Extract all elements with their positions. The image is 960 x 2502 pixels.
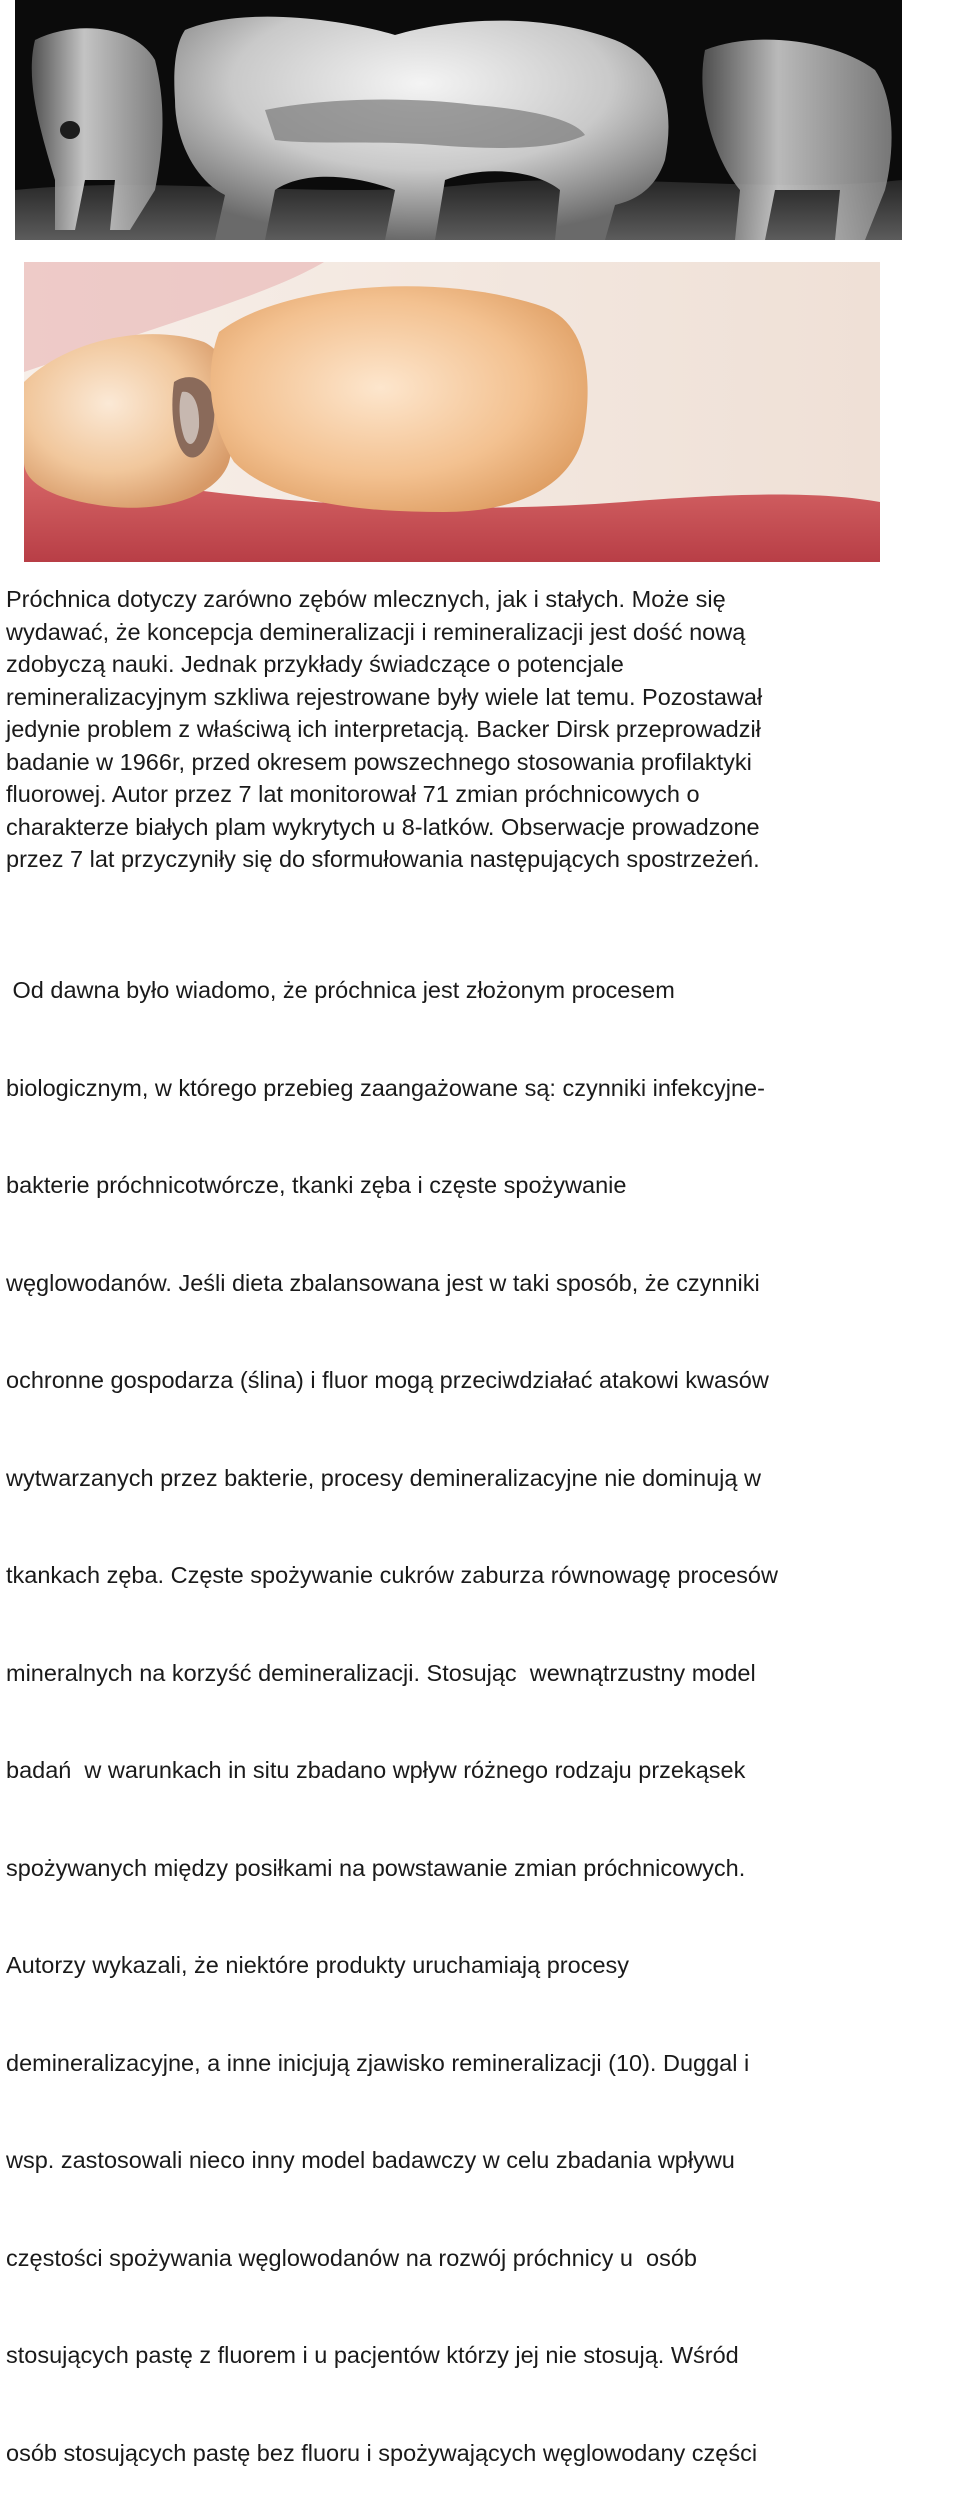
text-line: biologicznym, w którego przebieg zaangażowane są: czynniki infekcyjne- [6,1074,765,1101]
text-line: wsp. zastosowali nieco inny model badawczy w celu zbadania wpływu [6,2147,735,2173]
text-line: jedynie problem z właściwą ich interpretacją. Backer Dirsk przeprowadził [6,716,761,742]
text-line: remineralizacyjnym szkliwa rejestrowane były wiele lat temu. Pozostawał [6,683,763,710]
text-line: bakterie próchnicotwórcze, tkanki zęba i częste spożywanie [6,1172,627,1198]
paragraph-1 [6,583,956,876]
text-line: osób stosujących pastę bez fluoru i spożywających węglowodany części [6,2439,758,2466]
tooth-lesion-photo [24,262,880,562]
text-line: tkankach zęba. Częste spożywanie cukrów zaburza równowagę procesów [6,1562,778,1588]
text-line: Autorzy wykazali, że niektóre produkty uruchamiają procesy [6,1952,630,1978]
text-line: częstości spożywania węglowodanów na rozwój próchnicy u osób [6,2244,698,2271]
text-line: przez 7 lat przyczyniły się do sformułowania następujących spostrzeżeń. [6,846,760,872]
text-line: wydawać, że koncepcja demineralizacji i remineralizacji jest dość nową [6,618,746,645]
text-line: Od dawna było wiadomo, że próchnica jest złożonym procesem [6,977,675,1003]
text-line: mineralnych na korzyść demineralizacji. Stosując wewnątrzustny model [6,1659,756,1686]
text-line: wytwarzanych przez bakterie, procesy demineralizacyjne nie dominują w [6,1464,761,1491]
text-line: charakterze białych plam wykrytych u 8-latków. Obserwacje prowadzone [6,813,760,840]
text-line: badań w warunkach in situ zbadano wpływ różnego rodzaju przekąsek [6,1757,746,1783]
text-line: fluorowej. Autor przez 7 lat monitorował 71 zmian próchnicowych o [6,781,700,807]
text-line: badanie w 1966r, przed okresem powszechnego stosowania profilaktyki [6,748,752,775]
dental-xray-image [15,0,902,240]
paragraph-2 [6,909,956,2502]
text-line: spożywanych między posiłkami na powstawanie zmian próchnicowych. [6,1854,746,1881]
text-line: demineralizacyjne, a inne inicjują zjawisko remineralizacji (10). Duggal i [6,2049,750,2076]
text-line: węglowodanów. Jeśli dieta zbalansowana jest w taki sposób, że czynniki [6,1269,760,1296]
text-line: zdobyczą nauki. Jednak przykłady świadczące o potencjale [6,651,624,677]
text-line: stosujących pastę z fluorem i u pacjentów którzy jej nie stosują. Wśród [6,2342,739,2368]
text-line: ochronne gospodarza (ślina) i fluor mogą przeciwdziałać atakowi kwasów [6,1367,769,1393]
text-line: Próchnica dotyczy zarówno zębów mlecznych, jak i stałych. Może się [6,586,726,612]
